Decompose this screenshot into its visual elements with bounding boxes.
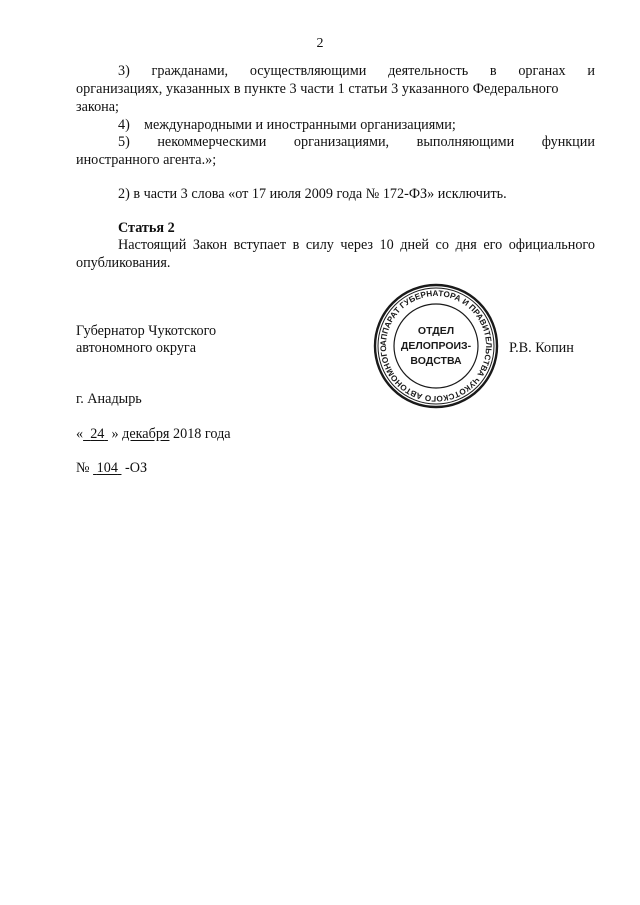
item3-word: 3) [118,63,130,79]
law-number-line [76,460,147,477]
date-close-quote: » [111,426,119,442]
item3-line1 [118,63,595,80]
item5-line1 [118,134,595,151]
item4: 4) международными и иностранными организациями; [118,117,456,133]
place: г. Анадырь [76,391,142,407]
item3-word: органах [518,63,566,79]
date-day [83,426,108,442]
item5-line2: иностранного агента.»; [76,152,217,168]
date-year: 2018 года [173,426,231,442]
law-number [93,460,121,476]
item3-word: деятельность [388,63,469,79]
date-day-value: 24 [90,426,105,442]
item3-line3: закона; [76,99,119,115]
item3-word: в [489,63,497,79]
law-number-prefix: № [76,460,90,476]
official-stamp [372,282,500,410]
item3-word: гражданами, [151,63,229,79]
point-2: 2) в части 3 слова «от 17 июля 2009 года № 172-ФЗ» исключить. [118,186,507,202]
signatory-title-line1: Губернатор Чукотского [76,323,217,339]
signatory-name: Р.В. Копин [509,340,574,356]
item5-word: 5) [118,134,130,150]
stamp-line3: ВОДСТВА [410,355,462,367]
item5-word: выполняющими [416,134,515,150]
stamp-graphic [372,282,500,410]
item3-word: осуществляющими [249,63,367,79]
article-line1: Настоящий Закон вступает в силу через 10 дней со дня его официального [118,237,595,253]
item5-word: функции [541,134,595,150]
stamp-line2: ДЕЛОПРОИЗ- [400,340,472,352]
date-month: декабря [122,426,170,442]
item5-word: некоммерческими [157,134,267,150]
article-line2: опубликования. [76,255,171,271]
date-line [76,426,231,443]
item3-line2: организациях, указанных в пункте 3 части 1 статьи 3 указанного Федерального [76,81,559,97]
stamp-ring-text: АППАРАТ ГУБЕРНАТОРА И ПРАВИТЕЛЬСТВА ЧУКОТСКОГО АВТОНОМНОГО [378,288,494,404]
law-number-value: 104 [96,460,118,476]
page-number: 2 [316,36,324,51]
item3-word: и [587,63,595,79]
stamp-line1: ОТДЕЛ [417,325,455,337]
law-number-suffix: -ОЗ [125,460,148,476]
signatory-title-line2: автономного округа [76,340,197,356]
article-heading: Статья 2 [118,220,175,236]
date-open-quote: « [76,426,84,442]
item5-word: организациями, [293,134,390,150]
